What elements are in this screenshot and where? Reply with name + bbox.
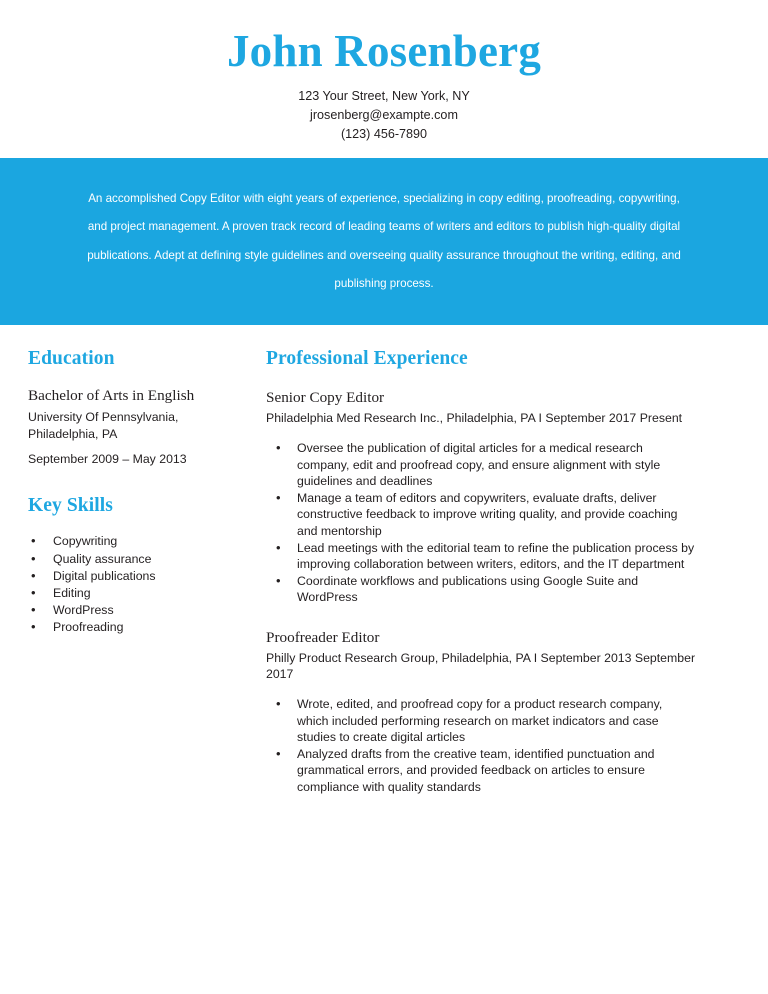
experience-heading: Professional Experience	[266, 348, 468, 369]
education-location: Philadelphia, PA	[28, 427, 118, 442]
contact-email: jrosenberg@exampte.com	[310, 107, 458, 122]
list-item: • Manage a team of editors and copywriters, evaluate drafts, deliver constructive feedback to improve writing quality, and provide coaching and mentorship	[266, 490, 696, 540]
job-title: Proofreader Editor	[266, 628, 380, 646]
education-school: University Of Pennsylvania,	[28, 410, 179, 424]
list-item: • Proofreading	[28, 619, 266, 635]
left-column	[0, 348, 266, 663]
job-bullet-list	[266, 440, 696, 605]
job-title: Senior Copy Editor	[266, 389, 385, 406]
resume-header	[0, 0, 768, 144]
list-item: • Coordinate workflows and publications using Google Suite and WordPress	[266, 573, 696, 606]
contact-block	[0, 87, 768, 144]
right-column	[266, 348, 696, 796]
job-meta: Philadelphia Med Research Inc., Philadelphia, PA I September 2017 Present	[266, 411, 683, 425]
list-item: • Oversee the publication of digital articles for a medical research company, edit and proofread copy, and ensure alignment with style guidelines and deadlines	[266, 440, 696, 490]
contact-phone: (123) 456-7890	[340, 126, 428, 141]
education-section	[28, 348, 266, 468]
contact-address: 123 Your Street, New York, NY	[298, 88, 470, 103]
list-item: • Analyzed drafts from the creative team, identified punctuation and grammatical errors, and provided feedback on articles to ensure compliance with quality standards	[266, 746, 696, 796]
list-item: • Digital publications	[28, 568, 266, 584]
list-item: • Editing	[28, 585, 266, 601]
list-item: • Quality assurance	[28, 551, 266, 567]
education-heading: Education	[28, 348, 115, 369]
summary-text: An accomplished Copy Editor with eight years of experience, specializing in copy editing, proofreading, copywriting, and project management. A proven track record of leading teams of writers and editors to publish high-quality digital publications. Adept at defining style guidelines and overseeing quality assurance throughout the writing, editing, and publishing process.	[87, 192, 681, 290]
key-skills-heading: Key Skills	[28, 495, 113, 517]
education-degree: Bachelor of Arts in English	[28, 387, 195, 404]
summary-banner	[0, 158, 768, 325]
education-dates: September 2009 – May 2013	[28, 451, 187, 466]
list-item: • Lead meetings with the editorial team to refine the publication process by improving collaboration between writers, editors, and the IT department	[266, 540, 696, 573]
resume-body	[0, 348, 768, 796]
full-name: John Rosenberg	[226, 26, 542, 76]
list-item: • WordPress	[28, 602, 266, 618]
list-item: • Wrote, edited, and proofread copy for a product research company, which included performing research on market indicators and case studies to create digital articles	[266, 696, 696, 746]
experience-entry	[266, 388, 696, 606]
key-skills-list	[28, 533, 266, 635]
job-bullet-list	[266, 696, 696, 795]
key-skills-section	[28, 495, 266, 635]
experience-entry	[266, 628, 696, 796]
job-meta: Philly Product Research Group, Philadelphia, PA I September 2013 September 2017	[266, 650, 696, 681]
list-item: • Copywriting	[28, 533, 266, 549]
